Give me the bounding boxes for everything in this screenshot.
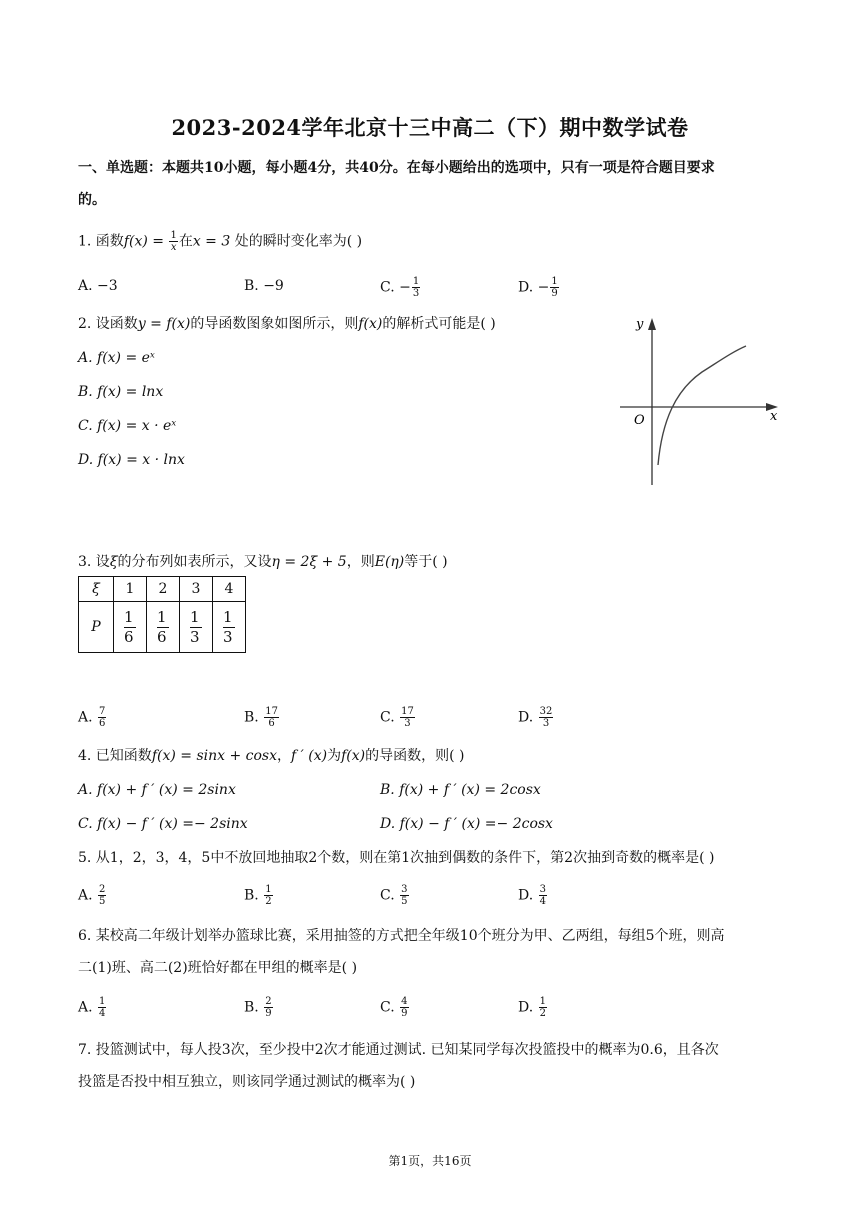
q3-option-c[interactable] [380,706,416,729]
option-fraction [539,884,547,907]
q1-option-d-fraction [550,276,558,299]
page-footer: 第1页，共16页 [388,1154,472,1168]
option-fraction [264,706,279,729]
q1-point: x = 3 [192,233,231,250]
frac-num: 17 [401,706,414,717]
option-label: B. [244,709,259,726]
table-cell [213,602,246,653]
table-cell [180,602,213,653]
q1-option-b[interactable]: B. −9 [244,278,284,294]
option-fraction [539,996,547,1019]
frac-den: 5 [99,896,106,907]
q3-xi: ξ [109,554,118,570]
frac-den: 9 [401,1008,408,1019]
q4-option-b[interactable]: B. f(x) + f ′ (x) = 2cosx [380,782,541,798]
table-cell: ξ [79,577,114,602]
frac-den: 6 [268,718,275,729]
page-title: 2023-2024学年北京十三中高二（下）期中数学试卷 [171,115,689,140]
option-label: D. [518,999,534,1016]
frac-num: 1 [157,608,169,628]
derivative-graph [612,310,788,490]
table-row [79,602,246,653]
prob-fraction [223,608,235,647]
frac-den: 3 [412,288,420,299]
option-fraction [264,884,272,907]
q2-option-a[interactable]: A. f(x) = eˣ [78,350,155,366]
frac-num: 1 [223,608,235,628]
frac-num: 1 [190,608,202,628]
frac-den: 4 [539,896,547,907]
derivative-curve [658,346,746,465]
frac-den: 3 [404,718,411,729]
prob-fraction [124,608,136,647]
frac-num: 7 [99,706,106,717]
q5-option-c[interactable] [380,884,410,907]
question-2 [78,314,496,334]
frac-num: 1 [551,276,558,287]
frac-num: 3 [401,884,408,895]
frac-num: 2 [265,996,272,1007]
option-fraction [400,706,415,729]
q1-option-a[interactable]: A. −3 [78,278,118,294]
q4-fx: f(x) [341,748,366,764]
section-heading-cont: 的。 [78,192,106,208]
frac-den: 6 [99,718,106,729]
q4-func: f(x) = sinx + cosx [151,748,277,764]
option-fraction [98,996,106,1019]
q6-option-d[interactable] [518,996,548,1019]
frac-den: 3 [223,627,233,646]
q1-option-c-label: C. − [380,279,411,296]
option-fraction [539,706,554,729]
frac-den: 2 [539,1008,547,1019]
option-label: D. [518,887,534,904]
y-axis-label: y [636,317,644,332]
option-label: D. [518,709,534,726]
q5-option-d[interactable] [518,884,548,907]
q3-option-b[interactable] [244,706,280,729]
question-7-line-1: 7. 投篮测试中，每人投3次，至少投中2次才能通过测试. 已知某同学每次投篮投中的概率为0.6，且各次 [78,1042,719,1058]
frac-num: 32 [539,706,553,717]
q4-suffix: 的导函数，则( ) [365,748,465,764]
q2-option-c[interactable]: C. f(x) = x · eˣ [78,418,177,434]
frac-num: 2 [99,884,106,895]
table-cell: 3 [180,577,213,602]
q5-option-a[interactable] [78,884,107,907]
option-label: C. [380,887,395,904]
option-label: A. [78,999,93,1016]
q4-option-c[interactable]: C. f(x) − f ′ (x) =− 2sinx [78,816,248,832]
question-5: 5. 从1，2，3，4，5中不放回地抽取2个数，则在第1次抽到偶数的条件下，第2次抽到奇数的概率是( ) [78,850,715,866]
table-row [79,577,246,602]
frac-num: 1 [539,996,547,1007]
q2-func: y = f(x) [137,316,191,332]
option-label: A. [78,887,93,904]
q1-option-d-label: D. − [518,279,550,296]
question-3 [78,552,448,572]
q1-option-c[interactable] [380,276,421,299]
q2-option-b[interactable]: B. f(x) = lnx [78,384,164,400]
q4-prefix: 4. 已知函数 [78,748,152,764]
frac-num: 1 [99,996,106,1007]
section-heading: 一、单选题：本题共10小题，每小题4分，共40分。在每小题给出的选项中，只有一项是符合题目要求 [78,160,715,176]
option-label: B. [244,999,259,1016]
q1-frac-num: 1 [170,230,177,241]
table-cell: 1 [114,577,147,602]
q5-option-b[interactable] [244,884,274,907]
frac-num: 1 [124,608,136,628]
frac-den: 5 [401,896,408,907]
q4-mid: ， [277,748,291,764]
q2-suffix: 的解析式可能是( ) [382,316,496,332]
q3-eta-eq: η = 2ξ + 5 [271,554,347,570]
question-6-line-1: 6. 某校高二年级计划举办篮球比赛，采用抽签的方式把全年级10个班分为甲、乙两组，每组5个班，则高 [78,928,725,944]
q4-deriv: f ′ (x) [291,748,328,764]
q3-mid: 的分布列如表所示，又设 [117,554,272,570]
table-cell: 2 [147,577,180,602]
q6-option-b[interactable] [244,996,274,1019]
frac-num: 4 [401,996,408,1007]
prob-fraction [190,608,202,647]
q4-option-a[interactable]: A. f(x) + f ′ (x) = 2sinx [78,782,236,798]
q6-option-a[interactable] [78,996,107,1019]
frac-den: 4 [99,1008,106,1019]
q4-option-d[interactable]: D. f(x) − f ′ (x) =− 2cosx [380,816,553,832]
q1-mid: 在 [178,233,193,250]
x-axis-label: x [770,409,778,424]
option-fraction [400,884,408,907]
q1-option-c-fraction [412,276,420,299]
q1-frac-den: x [170,242,177,253]
frac-den: 6 [124,627,134,646]
q3-suffix: 等于( ) [404,554,448,570]
q2-fx: f(x) [358,316,383,332]
q3-option-d[interactable] [518,706,554,729]
q1-fraction [169,230,177,253]
q2-mid: 的导函数图象如图所示，则 [190,316,359,332]
q1-suffix: 处的瞬时变化率为( ) [230,233,363,250]
question-4 [78,746,464,766]
table-cell [114,602,147,653]
question-7-line-2: 投篮是否投中相互独立，则该同学通过测试的概率为( ) [78,1074,416,1090]
option-fraction [400,996,408,1019]
frac-num: 3 [539,884,547,895]
q6-option-c[interactable] [380,996,410,1019]
frac-den: 9 [265,1008,272,1019]
frac-den: 6 [157,627,167,646]
q3-prefix: 3. 设 [78,554,110,570]
frac-num: 1 [265,884,272,895]
distribution-table [78,576,246,653]
option-fraction [98,884,106,907]
q3-expect: E(η) [374,554,405,570]
q4-mid2: 为 [327,748,342,764]
question-6-line-2: 二(1)班、高二(2)班恰好都在甲组的概率是( ) [78,960,358,976]
q3-mid2: ，则 [346,554,375,570]
option-fraction [98,706,106,729]
frac-num: 17 [265,706,278,717]
option-label: A. [78,709,93,726]
option-label: C. [380,999,395,1016]
frac-den: 3 [542,718,550,729]
frac-num: 1 [412,276,420,287]
origin-label: O [634,413,645,428]
question-1 [78,230,362,253]
table-cell: P [79,602,114,653]
q1-option-d[interactable] [518,276,560,299]
option-label: C. [380,709,395,726]
option-label: B. [244,887,259,904]
q2-prefix: 2. 设函数 [78,316,138,332]
q2-option-d[interactable]: D. f(x) = x · lnx [78,452,185,468]
table-cell [147,602,180,653]
y-axis-arrow [648,318,656,330]
frac-den: 3 [190,627,200,646]
q3-option-a[interactable] [78,706,107,729]
option-fraction [264,996,272,1019]
frac-den: 2 [265,896,272,907]
q1-prefix: 1. 函数 [78,233,124,250]
frac-den: 9 [551,288,558,299]
prob-fraction [157,608,169,647]
table-cell: 4 [213,577,246,602]
q1-func: f(x) = [123,233,164,250]
